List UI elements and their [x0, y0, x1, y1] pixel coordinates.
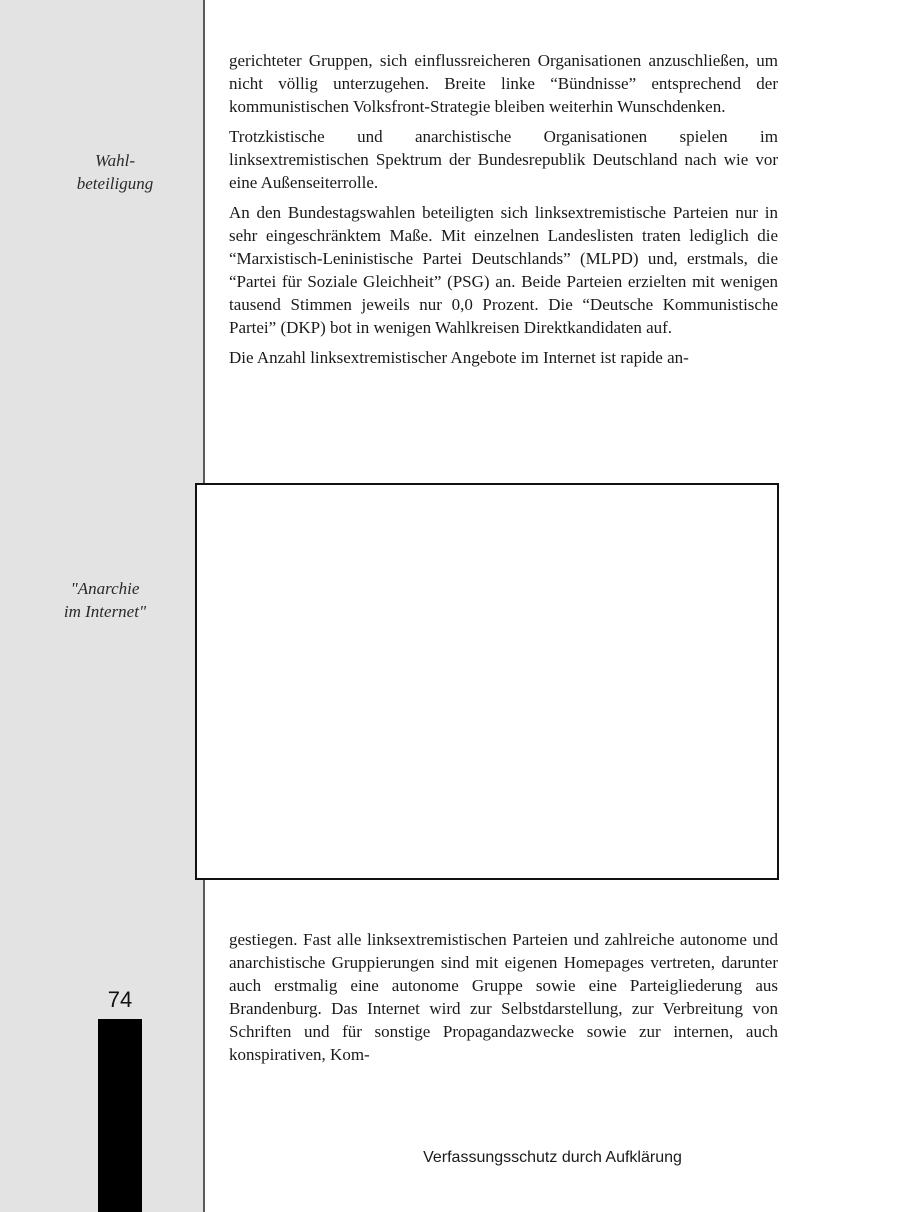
- margin-note-anarchie-im-internet: "Anarchie im Internet": [63, 579, 147, 621]
- body-text-top: [229, 49, 778, 376]
- page-thumb-tab: [98, 1019, 142, 1212]
- paragraph-trotzkistische: Trotzkistische und anarchistische Organisationen spielen im linksextremistischen Spektrum der Bundesrepublik Deutschland nach wie vor eine Außenseiterrolle.: [229, 127, 778, 192]
- paragraph-intro: gerichteter Gruppen, sich einflussreicheren Organisationen anzuschließen, um nicht völlig unterzugehen. Breite linke “Bündnisse” entsprechend der kommunistischen Volksfront-Strategie bleiben weiterhin Wunschdenken.: [229, 51, 778, 116]
- body-text-bottom: [229, 928, 778, 1073]
- empty-figure-frame: [195, 483, 779, 880]
- page-number: 74: [107, 987, 133, 1012]
- page-footer: Verfassungsschutz durch Aufklärung: [423, 1149, 682, 1166]
- paragraph-internet-continued: gestiegen. Fast alle linksextremistischen Parteien und zahlreiche autonome und anarchistische Gruppierungen sind mit eigenen Homepages vertreten, darunter auch erstmalig eine autonome Gruppe sowie eine Parteigliederung aus Brandenburg. Das Internet wird zur Selbstdarstellung, zur Verbreitung von Schriften und für sonstige Propagandazwecke sowie zur internen, auch konspirativen, Kom-: [229, 930, 778, 1064]
- paragraph-internet-start: Die Anzahl linksextremistischer Angebote im Internet ist rapide an-: [229, 348, 689, 367]
- margin-note-wahlbeteiligung: Wahl- beteiligung: [76, 151, 154, 193]
- paragraph-bundestagswahlen: An den Bundestagswahlen beteiligten sich linksextremistische Parteien nur in sehr eingeschränktem Maße. Mit einzelnen Landeslisten traten lediglich die “Marxistisch-Leninistische Partei Deutschlands” (MLPD) und, erstmals, die “Partei für Soziale Gleichheit” (PSG) an. Beide Parteien erzielten mit wenigen tausend Stimmen jeweils nur 0,0 Prozent. Die “Deutsche Kommunistische Partei” (DKP) bot in wenigen Wahlkreisen Direktkandidaten auf.: [229, 203, 778, 337]
